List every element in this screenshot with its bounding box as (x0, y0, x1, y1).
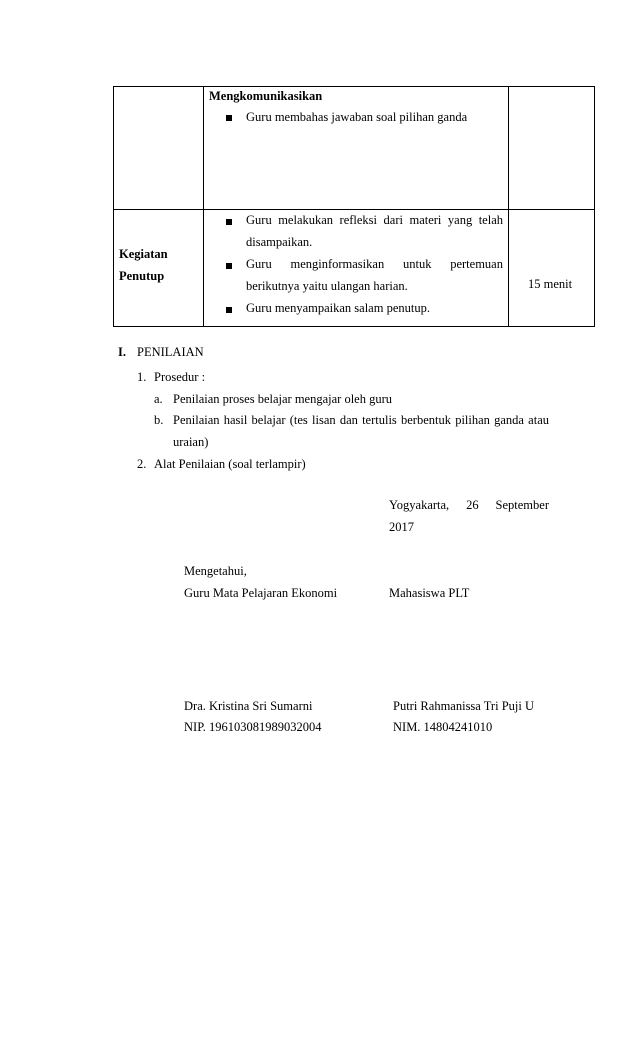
sub-a-letter: a. (154, 392, 163, 406)
row2-bullet1-line1: Guru melakukan refleksi dari materi yang telah (246, 213, 503, 227)
table-row-divider (114, 209, 594, 210)
right-name: Putri Rahmanissa Tri Puji U (393, 699, 534, 713)
bullet-icon (226, 263, 232, 269)
row2-bullet2-word: untuk (402, 257, 432, 271)
table-col-divider-2 (508, 87, 509, 326)
row2-bullet3: Guru menyampaikan salam penutup. (246, 301, 430, 315)
left-role: Guru Mata Pelajaran Ekonomi (184, 586, 338, 600)
sub-b-line2: uraian) (173, 435, 209, 449)
right-id: NIM. 14804241010 (393, 720, 493, 734)
row2-label-line1: Kegiatan (119, 247, 168, 261)
item1-number: 1. (137, 370, 147, 384)
item2-text: Alat Penilaian (soal terlampir) (154, 457, 306, 471)
activity-table (113, 86, 595, 327)
item1-text: Prosedur : (154, 370, 206, 384)
sub-a-text: Penilaian proses belajar mengajar oleh guru (173, 392, 393, 406)
signature-month: September (495, 498, 549, 512)
sub-b-letter: b. (154, 413, 164, 427)
signature-day: 26 (466, 498, 479, 512)
section-title: PENILAIAN (137, 345, 204, 359)
signature-year: 2017 (389, 520, 414, 534)
left-id: NIP. 196103081989032004 (184, 720, 322, 734)
row2-bullet2-line1 (246, 257, 503, 272)
row2-label-line2: Penutup (119, 269, 165, 283)
bullet-icon (226, 219, 232, 225)
row2-bullet2-word: Guru (246, 257, 272, 271)
row2-bullet2-word: menginformasikan (290, 257, 385, 271)
row1-bullet-1: Guru membahas jawaban soal pilihan ganda (246, 110, 468, 124)
bullet-icon (226, 115, 232, 121)
left-name: Dra. Kristina Sri Sumarni (184, 699, 313, 713)
right-role: Mahasiswa PLT (389, 586, 470, 600)
row2-time: 15 menit (528, 277, 573, 291)
row1-heading: Mengkomunikasikan (209, 89, 323, 103)
signature-date-line (389, 498, 549, 513)
item2-number: 2. (137, 457, 147, 471)
mengetahui-label: Mengetahui, (184, 564, 247, 578)
sub-b-line1: Penilaian hasil belajar (tes lisan dan tertulis berbentuk pilihan ganda atau (173, 413, 549, 427)
row2-bullet2-line2: berikutnya yaitu ulangan harian. (246, 279, 408, 293)
table-col-divider-1 (203, 87, 204, 326)
row2-bullet1-line2: disampaikan. (246, 235, 313, 249)
signature-place: Yogyakarta, (389, 498, 450, 512)
row2-bullet2-word: pertemuan (450, 257, 503, 271)
bullet-icon (226, 307, 232, 313)
section-number: I. (118, 345, 126, 359)
